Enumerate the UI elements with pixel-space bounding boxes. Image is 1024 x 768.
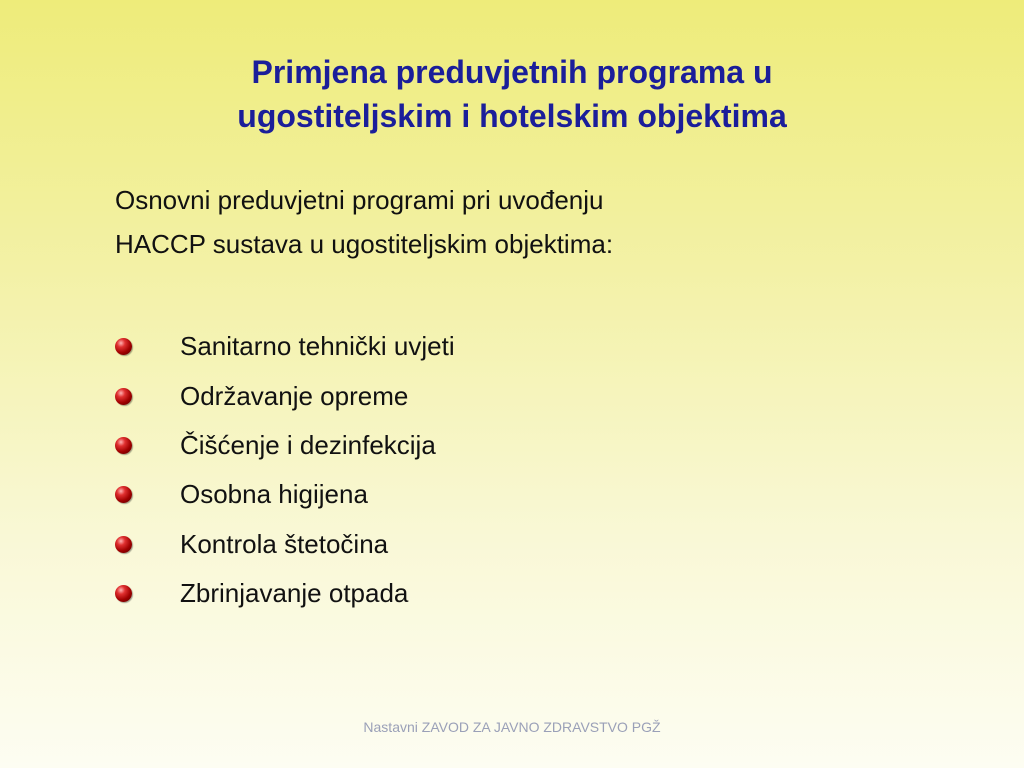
red-sphere-bullet-icon [115,486,132,503]
intro-text [115,178,613,266]
list-item [115,569,455,618]
list-item [115,421,455,470]
intro-line-2: HACCP sustava u ugostiteljskim objektima: [115,229,614,259]
red-sphere-bullet-icon [115,585,132,602]
list-item [115,470,455,519]
bullet-text: Osobna higijena [180,479,368,510]
slide-title [0,50,1024,138]
bullet-text: Čišćenje i dezinfekcija [180,429,436,460]
bullet-text: Kontrola štetočina [180,528,389,559]
bullet-text: Sanitarno tehnički uvjeti [180,331,455,362]
red-sphere-bullet-icon [115,388,132,405]
slide-title-line-2: ugostiteljskim i hotelskim objektima [237,98,787,134]
footer-text: Nastavni ZAVOD ZA JAVNO ZDRAVSTVO PGŽ [363,719,661,735]
bullet-text: Održavanje opreme [180,380,409,411]
red-sphere-bullet-icon [115,437,132,454]
list-item [115,371,455,420]
list-item [115,520,455,569]
bullet-list [115,322,455,618]
intro-line-1: Osnovni preduvjetni programi pri uvođenju [115,185,604,215]
red-sphere-bullet-icon [115,536,132,553]
bullet-text: Zbrinjavanje otpada [180,578,409,609]
red-sphere-bullet-icon [115,338,132,355]
list-item [115,322,455,371]
slide-title-line-1: Primjena preduvjetnih programa u [251,54,773,90]
